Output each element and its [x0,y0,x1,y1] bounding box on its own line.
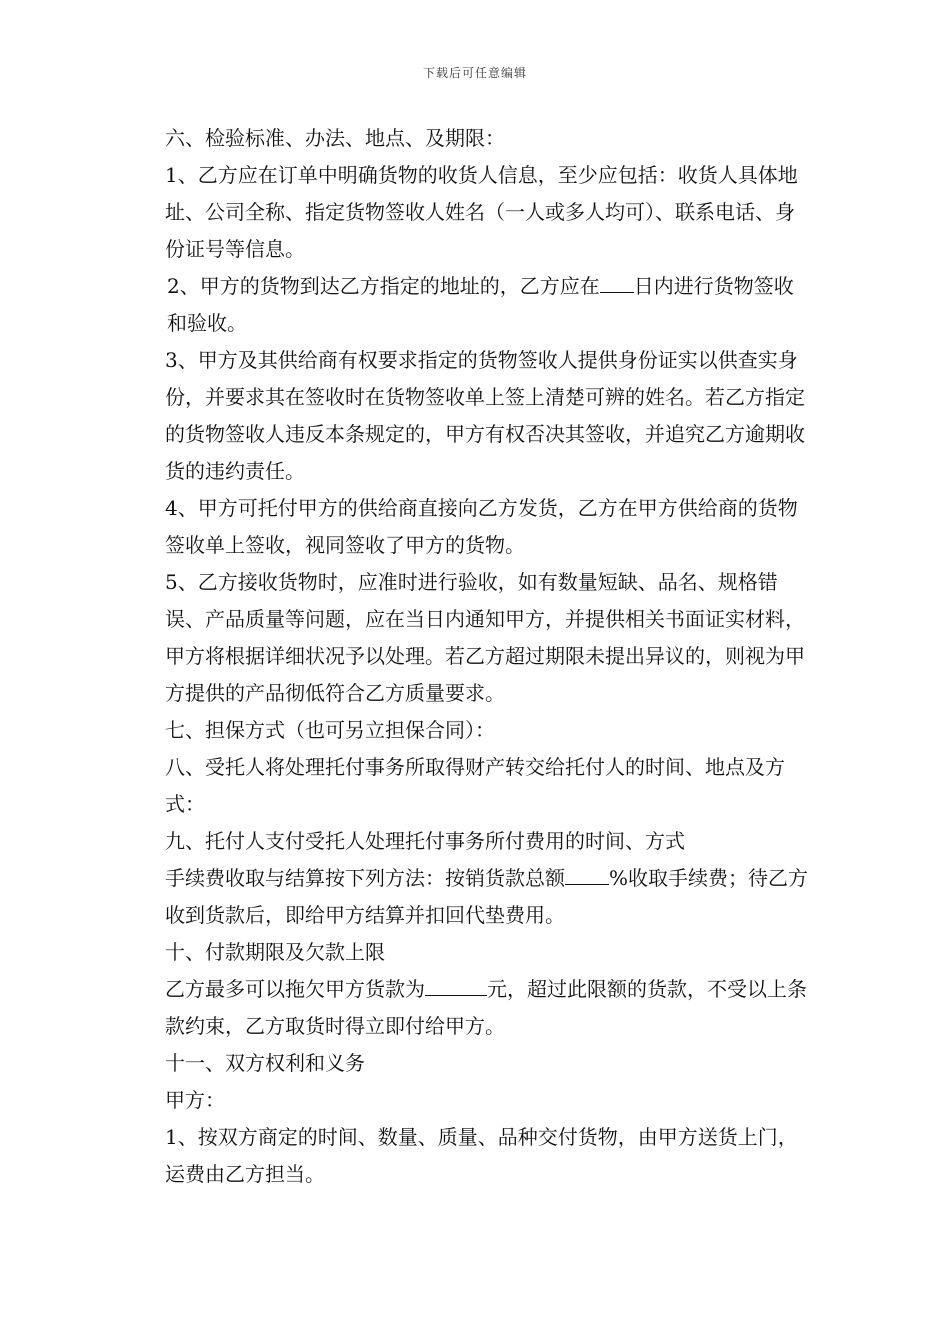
party-label: 甲方： [165,1088,225,1112]
clause-paragraph: 5、乙方接收货物时，应准时进行验收，如有数量短缺、品名、规格错误、产品质量等问题，应在当日内通知甲方，并提供相关书面证实材料，甲方将根据详细状况予以处理。若乙方超过期限未提出异议的，则视为甲方提供的产品彻低符合乙方质量要求。 [165,570,805,705]
clause-text: 乙方最多可以拖欠甲方货款为 [165,977,425,1001]
fill-in-blank [600,270,634,293]
clause-text: 日内进行货物签收和验收。 [167,274,794,335]
fill-in-blank [565,862,609,885]
section-heading-guarantee: 七、担保方式（也可另立担保合同）： [165,718,495,742]
clause-text: 2、甲方的货物到达乙方指定的地址的，乙方应在 [167,274,600,298]
page-header: 下载后可任意编辑 [422,66,527,80]
document-body [145,120,810,1193]
clause-paragraph-with-blank [145,860,810,934]
clause-paragraph: 3、甲方及其供给商有权要求指定的货物签收人提供身份证实以供查实身份，并要求其在签收时在货物签收单上签上清楚可辨的姓名。若乙方指定的货物签收人违反本条规定的，甲方有权否决其签收，并追究乙方逾期收货的违约责任。 [165,348,805,483]
section-heading-rights: 十一、双方权利和义务 [165,1051,365,1075]
clause-paragraph-with-blank [145,971,810,1045]
section-heading-inspection: 六、检验标准、办法、地点、及期限： [165,126,505,150]
clause-text: %收取手续费；待乙方收到货款后，即给甲方结算并扣回代垫费用。 [165,866,809,927]
clause-text: 手续费收取与结算按下列方法：按销货款总额 [165,866,565,890]
clause-paragraph: 1、乙方应在订单中明确货物的收货人信息，至少应包括：收货人具体地址、公司全称、指定货物签收人姓名（一人或多人均可）、联系电话、身份证号等信息。 [165,163,798,261]
clause-paragraph: 1、按双方商定的时间、数量、质量、品种交付货物，由甲方送货上门，运费由乙方担当。 [165,1125,798,1186]
section-heading-payment: 九、托付人支付受托人处理托付事务所付费用的时间、方式 [165,829,685,853]
clause-text: 元，超过此限额的货款，不受以上条款约束，乙方取货时得立即付给甲方。 [165,977,807,1038]
clause-paragraph-with-blank [145,268,810,342]
fill-in-blank [425,973,487,996]
section-heading-transfer: 八、受托人将处理托付事务所取得财产转交给托付人的时间、地点及方式： [165,755,785,816]
clause-paragraph: 4、甲方可托付甲方的供给商直接向乙方发货，乙方在甲方供给商的货物签收单上签收，视同签收了甲方的货物。 [165,496,798,557]
section-heading-credit-limit: 十、付款期限及欠款上限 [165,940,385,964]
